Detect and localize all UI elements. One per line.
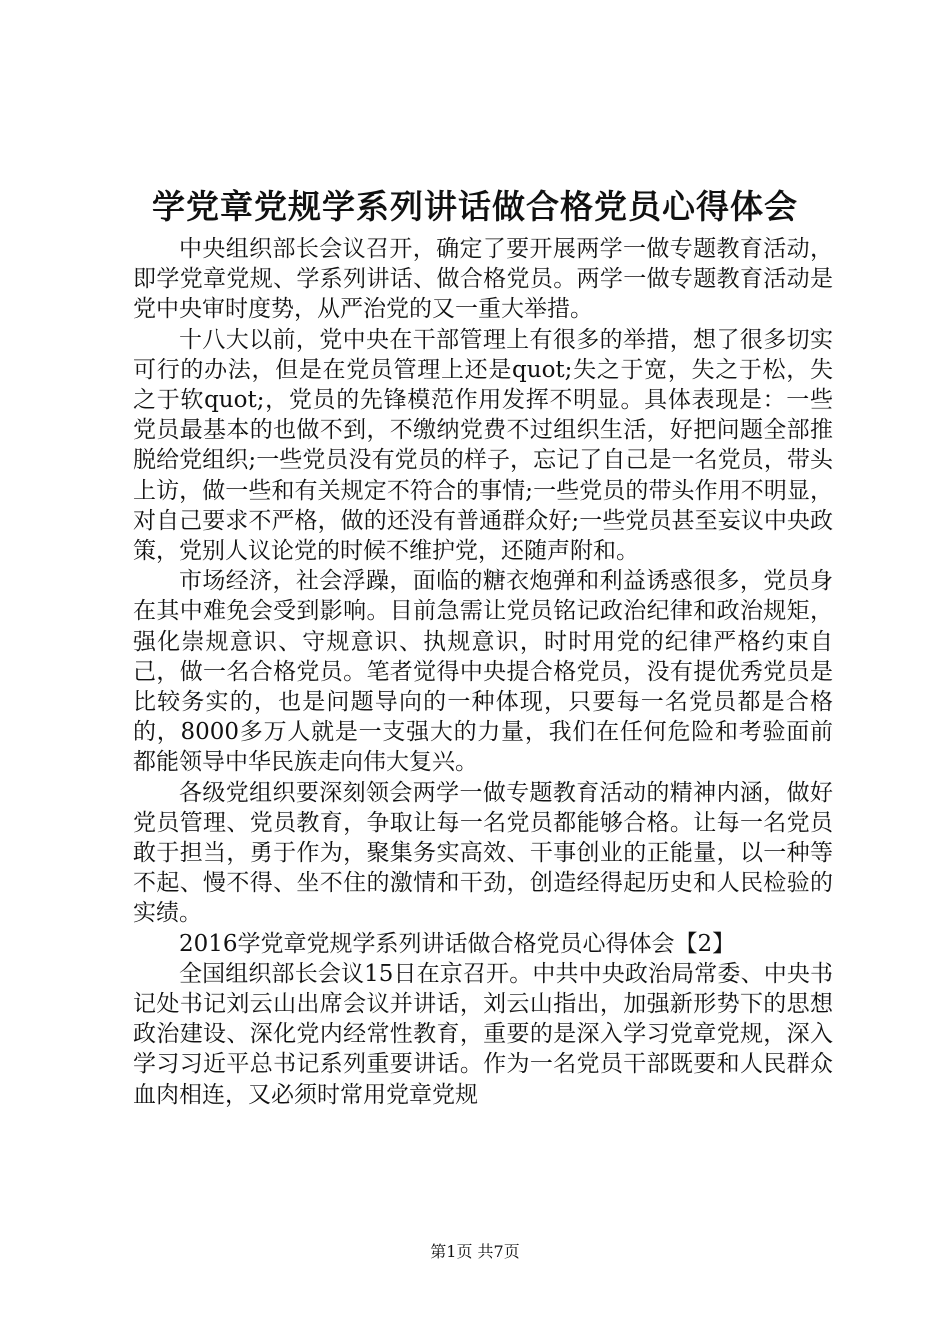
paragraph: 各级党组织要深刻领会两学一做专题教育活动的精神内涵，做好党员管理、党员教育，争取让每一名党员都能够合格。让每一名党员敢于担当，勇于作为，聚集务实高效、干事创业的正能量，以一种等不起、慢不得、坐不住的激情和干劲，创造经得起历史和人民检验的实绩。 xyxy=(133,779,833,927)
section-heading: 2016学党章党规学系列讲话做合格党员心得体会【2】 xyxy=(179,930,736,957)
paragraph: 中央组织部长会议召开，确定了要开展两学一做专题教育活动，即学党章党规、学系列讲话、做合格党员。两学一做专题教育活动是党中央审时度势，从严治党的又一重大举措。 xyxy=(133,236,833,323)
document-title: 学党章党规学系列讲话做合格党员心得体会 xyxy=(152,187,798,226)
paragraph: 十八大以前，党中央在干部管理上有很多的举措，想了很多切实可行的办法，但是在党员管理上还是quot;失之于宽，失之于松，失之于软quot;，党员的先锋模范作用发挥不明显。具体表现是：一些党员最基本的也做不到，不缴纳党费不过组织生活，好把问题全部推脱给党组织;一些党员没有党员的样子，忘记了自己是一名党员，带头上访，做一些和有关规定不符合的事情;一些党员的带头作用不明显，对自己要求不严格，做的还没有普通群众好;一些党员甚至妄议中央政策，党别人议论党的时候不维护党，还随声附和。 xyxy=(133,326,833,565)
document-body xyxy=(133,234,833,1110)
page-indicator: 第1页 共7页 xyxy=(430,1242,520,1261)
paragraph: 全国组织部长会议15日在京召开。中共中央政治局常委、中央书记处书记刘云山出席会议并讲话，刘云山指出，加强新形势下的思想政治建设、深化党内经常性教育，重要的是深入学习党章党规，深入学习习近平总书记系列重要讲话。作为一名党员干部既要和人民群众血肉相连，又必须时常用党章党规 xyxy=(133,960,833,1108)
page-footer xyxy=(0,1242,950,1262)
paragraph: 市场经济，社会浮躁，面临的糖衣炮弹和利益诱惑很多，党员身在其中难免会受到影响。目前急需让党员铭记政治纪律和政治规矩，强化崇规意识、守规意识、执规意识，时时用党的纪律严格约束自己，做一名合格党员。笔者觉得中央提合格党员，没有提优秀党员是比较务实的，也是问题导向的一种体现，只要每一名党员都是合格的，8000多万人就是一支强大的力量，我们在任何危险和考验面前都能领导中华民族走向伟大复兴。 xyxy=(133,568,833,776)
